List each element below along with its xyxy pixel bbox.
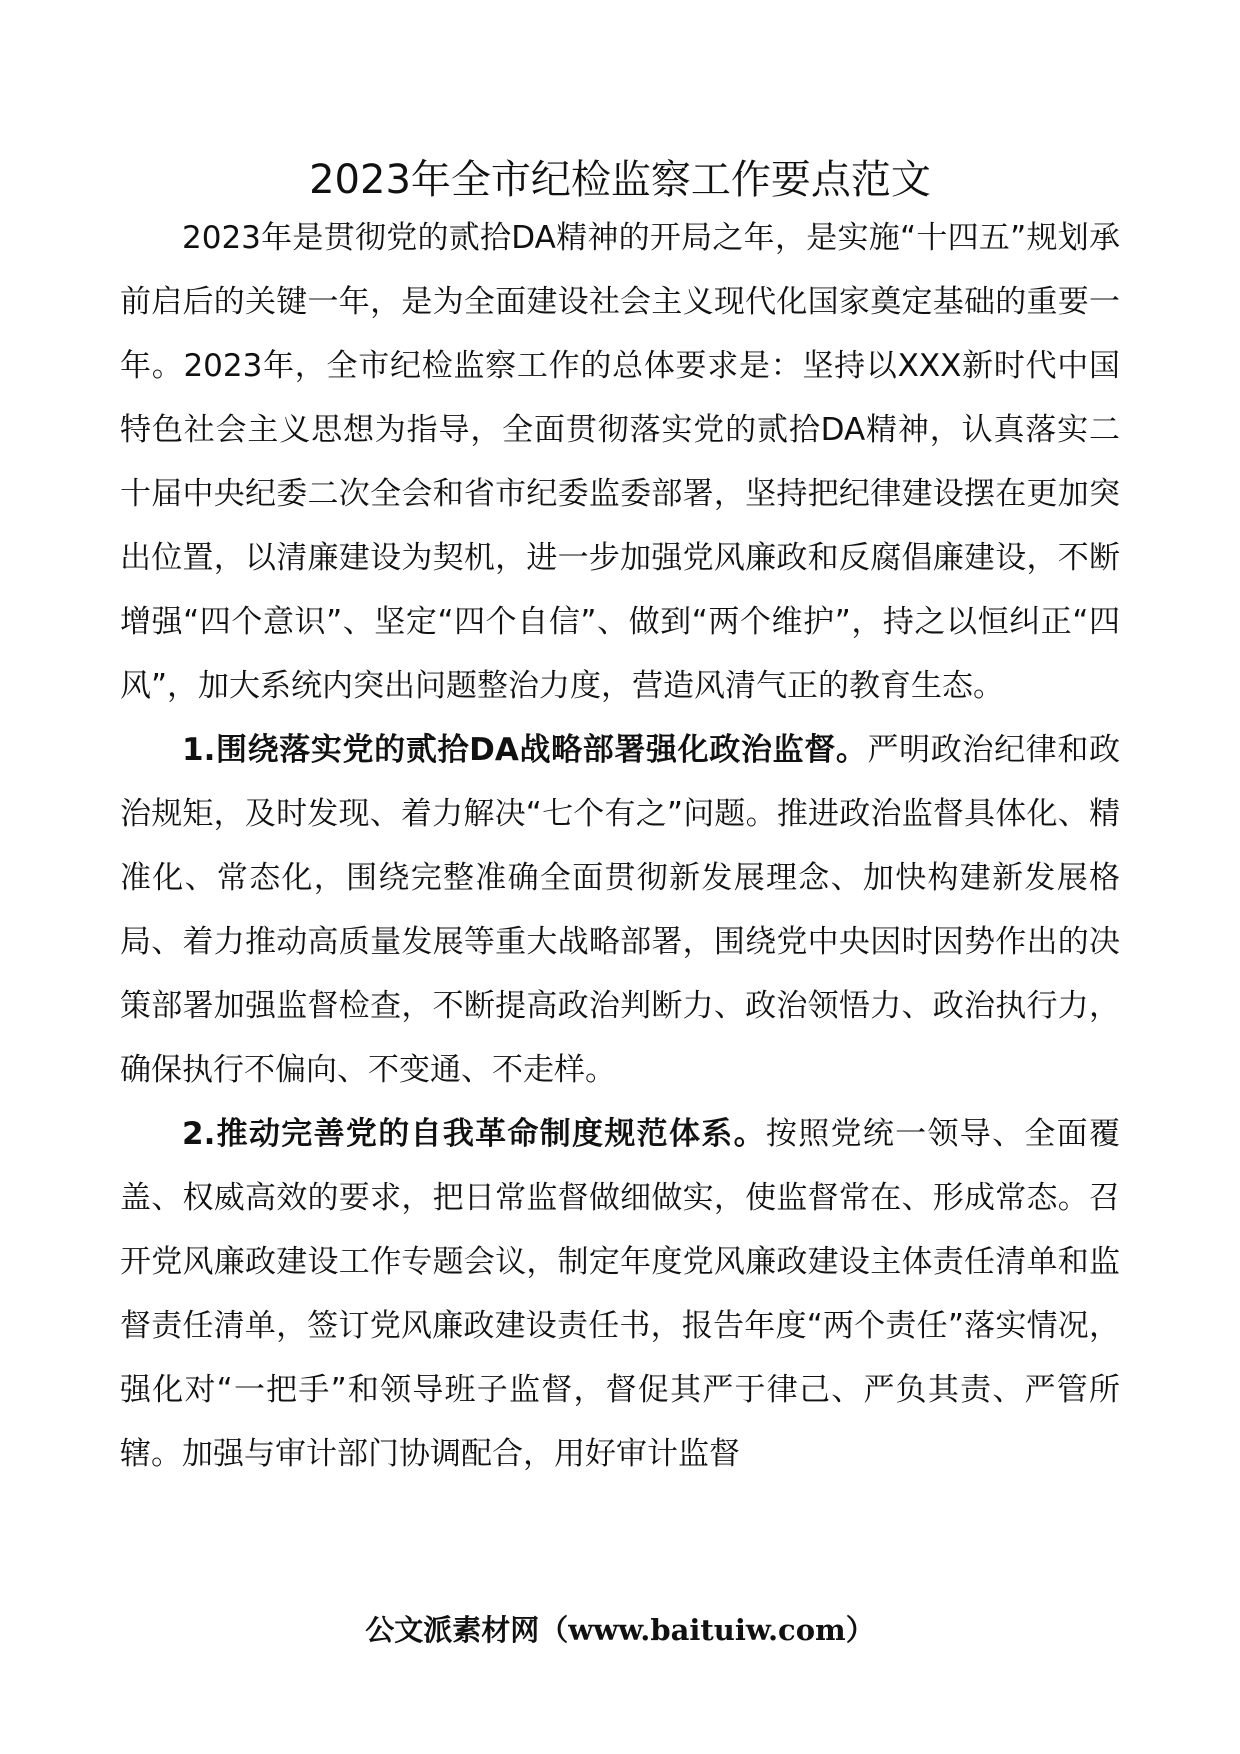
paragraph-text: 按照党统一领导、全面覆盖、权威高效的要求，把日常监督做细做实，使监督常在、形成常态。召开党风廉政建设工作专题会议，制定年度党风廉政建设主体责任清单和监督责任清单，签订党风廉政建设责任书，报告年度“两个责任”落实情况，强化对“一把手”和领导班子监督，督促其严于律己、严负其责、严管所辖。加强与审计部门协调配合，用好审计监督 [120,1116,1120,1472]
document-title: 2023年全市纪检监察工作要点范文 [309,157,931,203]
paragraph-heading: 2.推动完善党的自我革命制度规范体系。 [182,1116,766,1152]
paragraph-text: 严明政治纪律和政治规矩，及时发现、着力解决“七个有之”问题。推进政治监督具体化、精准化、常态化，围绕完整准确全面贯彻新发展理念、加快构建新发展格局、着力推动高质量发展等重大战略部署，围绕党中央因时因势作出的决策部署加强监督检查，不断提高政治判断力、政治领悟力、政治执行力，确保执行不偏向、不变通、不走样。 [120,732,1120,1088]
paragraph-heading: 1.围绕落实党的贰拾DA战略部署强化政治监督。 [182,732,868,768]
page-footer-watermark: 公文派素材网（www.baituiw.com） [365,1613,875,1647]
paragraph-point-1 [120,718,1120,1102]
paragraph-intro [120,206,1120,718]
paragraph-text: 2023年是贯彻党的贰拾DA精神的开局之年，是实施“十四五”规划承前启后的关键一年，是为全面建设社会主义现代化国家奠定基础的重要一年。2023年，全市纪检监察工作的总体要求是：坚持以XXX新时代中国特色社会主义思想为指导，全面贯彻落实党的贰拾DA精神，认真落实二十届中央纪委二次全会和省市纪委监委部署，坚持把纪律建设摆在更加突出位置，以清廉建设为契机，进一步加强党风廉政和反腐倡廉建设，不断增强“四个意识”、坚定“四个自信”、做到“两个维护”，持之以恒纠正“四风”，加大系统内突出问题整治力度，营造风清气正的教育生态。 [120,220,1120,704]
document-body [120,206,1120,1486]
paragraph-point-2 [120,1102,1120,1486]
